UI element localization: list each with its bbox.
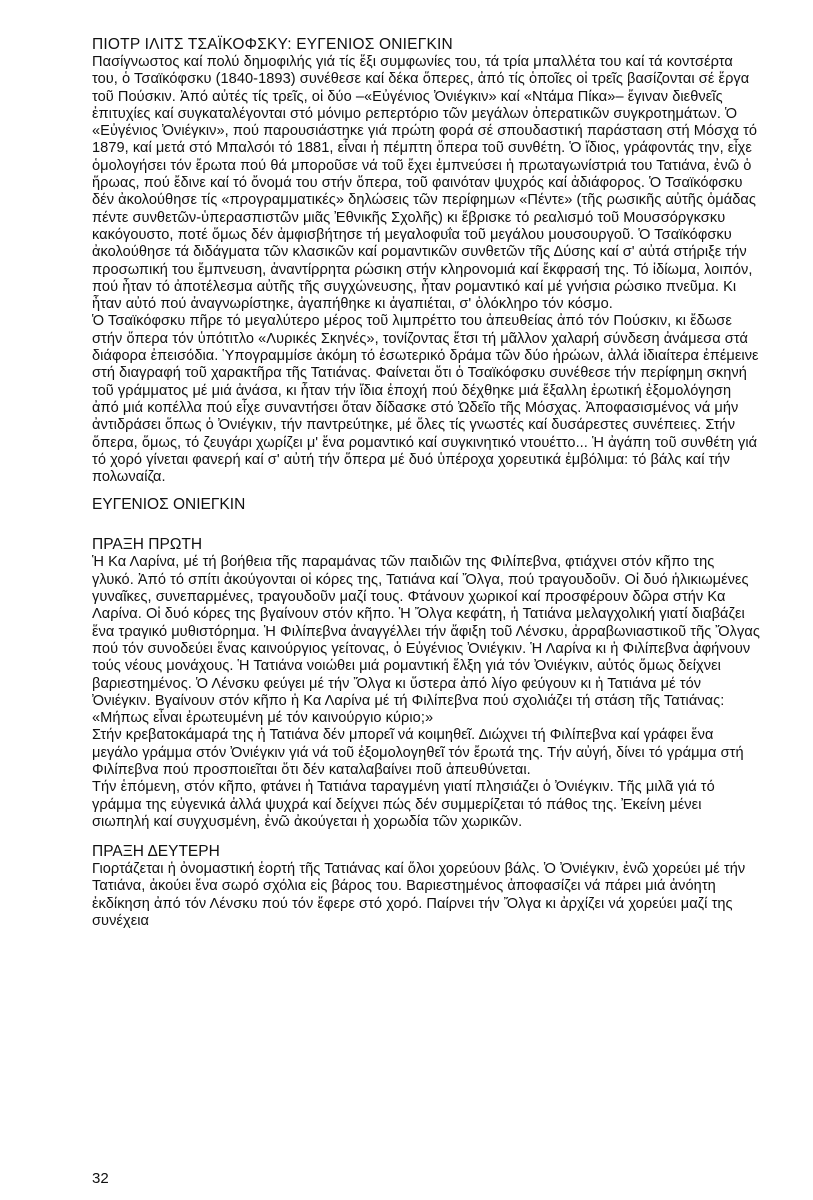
intro-paragraph-1: Πασίγνωστος καί πολύ δημοφιλής γιά τίς ἕξι συμφωνίες του, τά τρία μπαλλέτα του καί τά κοντσέρτα του, ὁ Τσαϊκόφσκυ (1840-1893) συνέθεσε καί δέκα ὅπερες, ἀπό τίς ὁποῖες οἱ τρεῖς βασίζονται σέ ἔργα τοῦ Πούσκιν. Ἀπό αὐτές τίς τρεῖς, οἱ δύο –«Εὐγένιος Ὀνιέγκιν» καί «Ντάμα Πίκα»– ἔγιναν διεθνεῖς ἐπιτυχίες καί συγκαταλέγονται στό μόνιμο ρεπερτόριο τῶν μεγάλων ὀπερατικῶν συγκροτημάτων. Ὁ «Εὐγένιος Ὀνιέγκιν», πού παρουσιάστηκε γιά πρώτη φορά σέ σπουδαστική παράσταση στή Μόσχα τό 1879, καί μετά στό Μπαλσόι τό 1881, εἶναι ἡ πέμπτη ὅπερα τοῦ συνθέτη. Ὁ ἴδιος, γράφοντάς την, εἶχε ὁμολογήσει τόν ἔρωτα πού θά μποροῦσε νά τοῦ ἔχει ἐμπνεύσει ἡ πρωταγωνίστριά του Τατιάνα, ἐνῶ ὁ ἥρωας, πού ἔδινε καί τό ὄνομά του στήν ὅπερα, τοῦ φαινόταν ψυχρός καί ἀδιάφορος. Ὁ Τσαϊκόφσκυ δέν ἀκολούθησε τίς «προγραμματικές» δηλώσεις τῶν περίφημων «Πέντε» (τῆς ρωσικῆς αὐτῆς ὁμάδας πέντε συνθετῶν-ὑπερασπιστῶν μιᾶς Ἐθνικῆς Σχολῆς) κι ἔβρισκε τό ρεαλισμό τοῦ Μουσσόργκσκυ κακόγουστο, ποτέ ὅμως δέν ἀμφισβήτησε τή μεγαλοφυΐα τοῦ μεγάλου μουσουργοῦ. Ὁ Τσαϊκόφσκυ ἀκολούθησε τά διδάγματα τῶν κλασικῶν καί ρομαντικῶν συνθετῶν τῆς Δύσης καί σ' αὐτά στήριξε τήν προσωπική του ἔμπνευση, ἀναντίρρητα ρώσικη στήν κληρονομιά καί ἔκφρασή της. Τό ἰδίωμα, λοιπόν, πού ἦταν τό ἀποτέλεσμα αὐτῆς τῆς συγχώνευσης, ἦταν ρομαντικό καί μέ γνήσια ρώσικο πνεῦμα. Κι ἦταν αὐτό πού ἀναγνωρίστηκε, ἀγαπήθηκε κι ἀγαπιέται, σ' ὁλόκληρο τόν κόσμο. [92,54,758,313]
act-1-paragraph-3: Τήν ἑπόμενη, στόν κῆπο, φτάνει ἡ Τατιάνα ταραγμένη γιατί πλησιάζει ὁ Ὀνιέγκιν. Τῆς μιλᾶ γιά τό γράμμα της εὐγενικά ἀλλά ψυχρά καί δείχνει πώς δέν συμμερίζεται τό πάθος της. Ἐκείνη μένει σιωπηλή καί συγχυσμένη, ἐνῶ ἀκούγεται ἡ χορωδία τῶν χωρικῶν. [92,779,715,830]
article-title: ΠΙΟΤΡ ΙΛΙΤΣ ΤΣΑΪΚΟΦΣΚΥ: ΕΥΓΕΝΙΟΣ ΟΝΙΕΓΚΙΝ [92,36,453,53]
page-number: 32 [92,1170,109,1187]
act-2-heading: ΠΡΑΞΗ ΔΕΥΤΕΡΗ [92,843,220,861]
page-content [92,36,760,930]
act-1-heading: ΠΡΑΞΗ ΠΡΩΤΗ [92,536,203,554]
act-2-paragraph-1: Γιορτάζεται ἡ ὀνομαστική ἑορτή τῆς Τατιάνας καί ὅλοι χορεύουν βάλς. Ὁ Ὀνιέγκιν, ἐνῶ χορεύει μέ τήν Τατιάνα, ἀκούει ἕνα σωρό σχόλια εἰς βάρος του. Βαριεστημένος ἀποφασίζει νά πάρει μιά ἀνόητη ἐκδίκηση ἀπό τόν Λένσκυ πού τόν ἔφερε στό χορό. Παίρνει τήν Ὄλγα κι ἀρχίζει νά χορεύει μαζί της συνέχεια [92,861,746,930]
opera-title: ΕΥΓΕΝΙΟΣ ΟΝΙΕΓΚΙΝ [92,496,246,514]
intro-paragraph-2: Ὁ Τσαϊκόφσκυ πῆρε τό μεγαλύτερο μέρος τοῦ λιμπρέττο του ἀπευθείας ἀπό τόν Πούσκιν, κι ἔδωσε στήν ὅπερα τόν ὑπότιτλο «Λυρικές Σκηνές», τονίζοντας ἔτσι τή μᾶλλον χαλαρή σύνδεση ἀνάμεσα στά διάφορα ἐπεισόδια. Ὑπογραμμίσε ἀκόμη τό ἐσωτερικό δράμα τῶν δύο ἡρώων, ἀλλά ἰδιαίτερα ἐπέμεινε στή διαγραφή τοῦ χαρακτῆρα τῆς Τατιάνας. Φαίνεται ὅτι ὁ Τσαϊκόφσκυ συνέθεσε τήν περίφημη σκηνή τοῦ γράμματος μέ μιά ἀνάσα, κι ἦταν τήν ἴδια ἐποχή πού δέχθηκε μιά ἔξαλλη ἐρωτική ἐξομολόγηση ἀπό μιά κοπέλλα πού εἶχε συναντήσει ὅταν δίδασκε στό Ὠδεῖο τῆς Μόσχας. Ἀποφασισμένος νά μήν ἀντιδράσει ὅπως ὁ Ὀνιέγκιν, τήν παντρεύτηκε, μέ ὅλες τίς γνωστές καί δυσάρεστες συνέπειες. Στήν ὅπερα, ὅμως, τό ζευγάρι χωρίζει μ' ἕνα ρομαντικό καί συγκινητικό ντουέττο... Ἡ ἀγάπη τοῦ συνθέτη γιά τό χορό γίνεται φανερή καί σ' αὐτή τήν ὅπερα μέ δυό ὑπέροχα χορευτικά ἐμβόλιμα: τό βάλς καί τήν πολωναίζα. [92,313,759,486]
act-1-paragraph-2: Στήν κρεβατοκάμαρά της ἡ Τατιάνα δέν μπορεῖ νά κοιμηθεῖ. Διώχνει τή Φιλίπεβνα καί γράφει ἕνα μεγάλο γράμμα στόν Ὀνιέγκιν γιά νά τοῦ ἐξομολογηθεῖ τόν ἔρωτά της. Τήν αὐγή, δίνει τό γράμμα στή Φιλίπεβνα πού προσποιεῖται ὅτι δέν καταλαβαίνει ποῦ ἀπευθύνεται. [92,727,744,778]
act-1-paragraph-1: Ἡ Κα Λαρίνα, μέ τή βοήθεια τῆς παραμάνας τῶν παιδιῶν της Φιλίπεβνα, φτιάχνει στόν κῆπο της γλυκό. Ἀπό τό σπίτι ἀκούγονται οἱ κόρες της, Τατιάνα καί Ὄλγα, πού τραγουδοῦν. Οἱ δυό ἡλικιωμένες γυναῖκες, συνεπαρμένες, τραγουδοῦν μαζί τους. Φτάνουν χωρικοί καί προσφέρουν δῶρα στήν Κα Λαρίνα. Οἱ δυό κόρες της βγαίνουν στόν κῆπο. Ἡ Ὄλγα κεφάτη, ἡ Τατιάνα μελαγχολική γιατί διαβάζει ἕνα τραγικό μυθιστόρημα. Ἡ Φιλίπεβνα ἀναγγέλλει τήν ἄφιξη τοῦ Λένσκυ, ἀρραβωνιαστικοῦ τῆς Ὄλγας πού τόν συνοδεύει ἕνας καινούργιος γείτονας, ὁ Εὐγένιος Ὀνιέγκιν. Ἡ Λαρίνα κι ἡ Φιλίπεβνα ἀφήνουν τούς νέους μονάχους. Ἡ Τατιάνα νοιώθει μιά ρομαντική ἕλξη γιά τόν Ὀνιέγκιν, αὐτός ὅμως δείχνει βαριεστημένος. Ὁ Λένσκυ φεύγει μέ τήν Ὄλγα κι ὕστερα ἀπό λίγο φεύγουν κι ἡ Τατιάνα μέ τόν Ὀνιέγκιν. Βγαίνουν στόν κῆπο ἡ Κα Λαρίνα μέ τή Φιλίπεβνα πού σχολιάζει τή στάση τῆς Τατιάνας: «Μήπως εἶναι ἐρωτευμένη μέ τόν καινούργιο κύριο;» [92,554,760,727]
